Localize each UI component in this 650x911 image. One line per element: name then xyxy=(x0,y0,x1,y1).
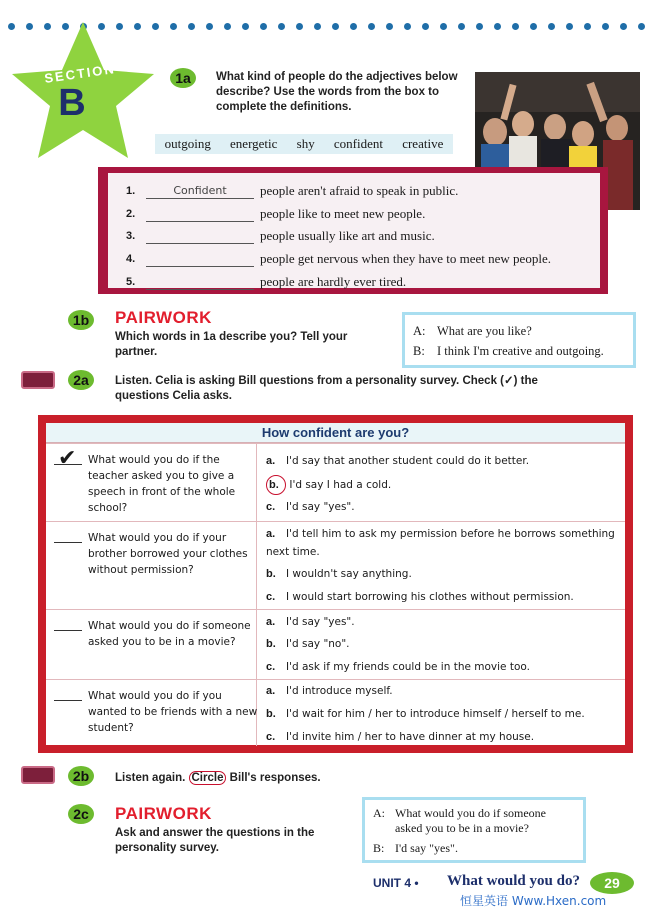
word-box-item: outgoing xyxy=(164,136,211,151)
definition-row xyxy=(126,181,458,201)
word-box xyxy=(155,134,453,154)
answer-letter: c. xyxy=(266,731,276,743)
footer-title: What would you do? xyxy=(447,873,580,889)
answer-option[interactable] xyxy=(266,498,626,516)
definition-blank[interactable] xyxy=(146,275,254,290)
definitions-panel xyxy=(98,167,608,294)
border-dot xyxy=(638,23,645,30)
answer-text: I'd introduce myself. xyxy=(286,685,393,697)
border-dot xyxy=(620,23,627,30)
answer-letter: a. xyxy=(266,616,276,628)
dialog-text: I'd say "yes". xyxy=(395,841,458,855)
definition-text: people are hardly ever tired. xyxy=(260,274,407,289)
exercise-2a-badge: 2a xyxy=(68,370,94,390)
cassette-icon[interactable] xyxy=(21,371,55,389)
answer-text: I'd say "yes". xyxy=(286,501,355,513)
definition-blank[interactable] xyxy=(146,252,254,267)
dialog-line xyxy=(413,341,625,361)
exercise-2b-instruction xyxy=(115,771,415,786)
definition-number: 1. xyxy=(126,185,136,197)
check-blank[interactable] xyxy=(54,700,82,701)
dialog-line xyxy=(373,841,575,856)
instruction-text: Bill's responses. xyxy=(229,772,321,784)
unit-label: UNIT 4 xyxy=(373,876,412,890)
border-dot xyxy=(206,23,213,30)
answer-text: I'd wait for him / her to introduce himself / herself to me. xyxy=(286,708,585,720)
border-dot xyxy=(566,23,573,30)
definition-blank[interactable]: Confident xyxy=(146,184,254,199)
section-label: SECTION xyxy=(43,61,117,86)
cassette-icon[interactable] xyxy=(21,766,55,784)
dialog-speaker: B: xyxy=(373,841,385,855)
answer-text: I wouldn't say anything. xyxy=(286,568,412,580)
survey-row xyxy=(46,521,625,610)
border-dot xyxy=(278,23,285,30)
dialog-speaker: A: xyxy=(413,323,426,338)
watermark: 恒星英语 Www.Hxen.com xyxy=(460,894,607,908)
exercise-2c-badge: 2c xyxy=(68,804,94,824)
border-dot xyxy=(332,23,339,30)
survey-row xyxy=(46,443,625,522)
border-dot xyxy=(188,23,195,30)
answer-text: I'd say I had a cold. xyxy=(289,479,392,491)
dialog-box-2c xyxy=(362,797,586,863)
exercise-2c-instruction: Ask and answer the questions in the personality survey. xyxy=(115,827,315,854)
exercise-1a-instruction: What kind of people do the adjectives below describe? Use the words from the box to complete the definitions. xyxy=(216,71,458,113)
survey-row xyxy=(46,609,625,680)
word-box-item: energetic xyxy=(230,136,278,151)
border-dot xyxy=(494,23,501,30)
border-dot xyxy=(224,23,231,30)
survey-question: What would you do if your brother borrowed your clothes without permission? xyxy=(88,532,248,576)
pairwork-heading: PAIRWORK xyxy=(115,308,212,327)
survey-row xyxy=(46,679,625,746)
answer-letter: c. xyxy=(266,591,276,603)
footer-unit xyxy=(373,876,419,890)
border-dot xyxy=(458,23,465,30)
answer-option[interactable] xyxy=(266,682,626,700)
check-blank[interactable] xyxy=(54,630,82,631)
dialog-line xyxy=(373,806,575,836)
pairwork-heading: PAIRWORK xyxy=(115,804,212,823)
answer-text: I'd invite him / her to have dinner at my house. xyxy=(286,731,535,743)
dialog-text: What are you like? xyxy=(437,323,532,338)
answer-text: I would start borrowing his clothes without permission. xyxy=(286,591,574,603)
bullet-separator: • xyxy=(414,876,419,890)
dialog-speaker: B: xyxy=(413,343,425,358)
definition-row xyxy=(126,204,425,224)
survey-title: How confident are you? xyxy=(46,423,625,443)
definition-number: 2. xyxy=(126,208,136,220)
exercise-1a-badge: 1a xyxy=(170,68,196,88)
answer-text: I'd say that another student could do it better. xyxy=(286,455,530,467)
personality-survey xyxy=(38,415,633,753)
answer-option[interactable] xyxy=(266,452,626,470)
word-box-item: shy xyxy=(296,136,315,151)
definition-number: 5. xyxy=(126,276,136,288)
border-dot xyxy=(350,23,357,30)
definition-blank[interactable] xyxy=(146,229,254,244)
definition-row xyxy=(126,272,406,292)
answer-option[interactable] xyxy=(266,613,626,631)
survey-question: What would you do if someone asked you to be in a movie? xyxy=(88,620,251,648)
border-dot xyxy=(368,23,375,30)
answer-letter: c. xyxy=(266,501,276,513)
dialog-box-1b xyxy=(402,312,636,368)
survey-question: What would you do if the teacher asked you to give a speech in front of the whole school? xyxy=(88,454,236,514)
dialog-speaker: A: xyxy=(373,806,385,820)
border-dot xyxy=(404,23,411,30)
answer-option[interactable] xyxy=(266,728,626,746)
border-dot xyxy=(242,23,249,30)
definition-row xyxy=(126,249,551,269)
exercise-1b-instruction: Which words in 1a describe you? Tell your partner. xyxy=(115,331,348,358)
answer-option[interactable] xyxy=(266,635,626,653)
answer-text: I'd say "yes". xyxy=(286,616,355,628)
answer-text: I'd say "no". xyxy=(286,638,350,650)
border-dot xyxy=(530,23,537,30)
answer-letter: a. xyxy=(266,685,276,697)
definition-number: 4. xyxy=(126,253,136,265)
definition-blank[interactable] xyxy=(146,207,254,222)
border-dot xyxy=(296,23,303,30)
answer-letter: a. xyxy=(266,528,276,540)
border-dot xyxy=(386,23,393,30)
exercise-1b-badge: 1b xyxy=(68,310,94,330)
border-dot xyxy=(476,23,483,30)
answer-text: I'd ask if my friends could be in the movie too. xyxy=(286,661,530,673)
border-dot xyxy=(602,23,609,30)
border-dot xyxy=(512,23,519,30)
border-dot xyxy=(314,23,321,30)
circled-word: Circle xyxy=(189,771,227,785)
page-number: 29 xyxy=(590,872,634,894)
dialog-text: I think I'm creative and outgoing. xyxy=(437,343,604,358)
answer-letter: b. xyxy=(266,708,276,720)
word-box-item: creative xyxy=(402,136,444,151)
definition-number: 3. xyxy=(126,230,136,242)
answer-option[interactable] xyxy=(266,658,626,676)
answer-letter: b. xyxy=(266,568,276,580)
answer-option[interactable] xyxy=(266,705,626,723)
answer-option[interactable] xyxy=(266,588,626,606)
border-dot xyxy=(170,23,177,30)
instruction-text: Listen again. xyxy=(115,772,186,784)
section-letter: B xyxy=(58,82,86,124)
answer-option[interactable] xyxy=(266,475,626,495)
answer-letter: c. xyxy=(266,661,276,673)
definition-text: people aren't afraid to speak in public. xyxy=(260,183,459,198)
exercise-2b-badge: 2b xyxy=(68,766,94,786)
definition-text: people usually like art and music. xyxy=(260,228,435,243)
answer-option[interactable] xyxy=(266,525,626,561)
word-box-item: confident xyxy=(333,136,383,151)
exercise-2a-instruction: Listen. Celia is asking Bill questions from a personality survey. Check (✓) the questions Celia asks. xyxy=(115,375,538,402)
definition-text: people get nervous when they have to meet new people. xyxy=(260,251,551,266)
answer-text: I'd tell him to ask my permission before he borrows something next time. xyxy=(266,528,615,558)
border-dot xyxy=(440,23,447,30)
check-blank[interactable] xyxy=(54,542,82,543)
border-dot xyxy=(584,23,591,30)
definition-text: people like to meet new people. xyxy=(260,206,426,221)
border-dot xyxy=(422,23,429,30)
border-dot xyxy=(260,23,267,30)
survey-question: What would you do if you wanted to be friends with a new student? xyxy=(88,690,258,734)
answer-option[interactable] xyxy=(266,565,626,583)
dialog-line xyxy=(413,321,625,341)
answer-letter-circled: b. xyxy=(266,475,286,495)
answer-letter: a. xyxy=(266,455,276,467)
dialog-text: What would you do if someone asked you to be in a movie? xyxy=(395,806,546,835)
definition-row xyxy=(126,226,435,246)
border-dot xyxy=(548,23,555,30)
answer-letter: b. xyxy=(266,638,276,650)
checkmark-icon: ✔ xyxy=(58,446,77,471)
